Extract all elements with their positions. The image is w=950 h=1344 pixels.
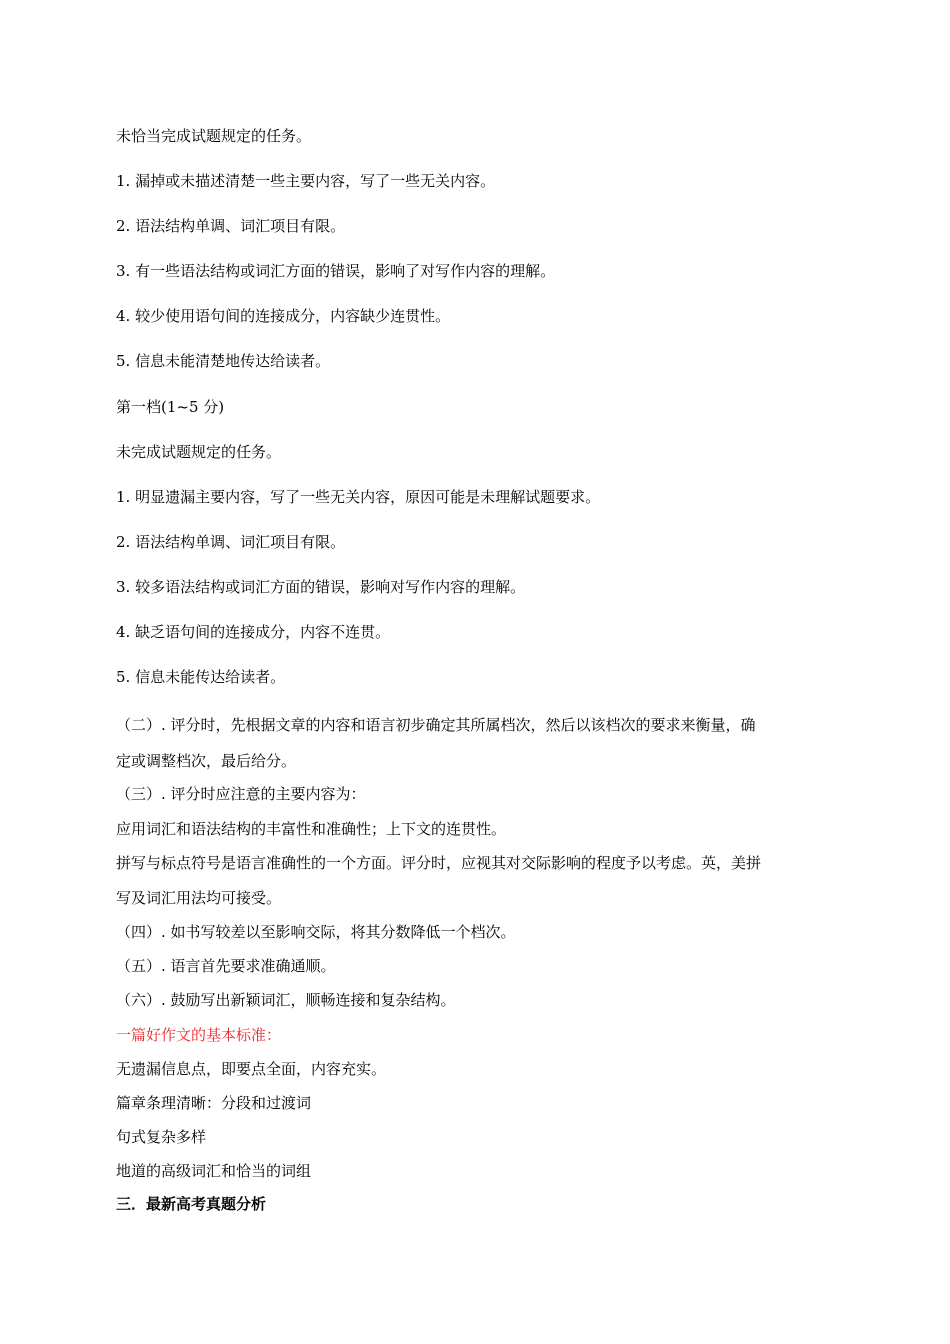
list-item: 1. 明显遗漏主要内容，写了一些无关内容，原因可能是未理解试题要求。 bbox=[116, 488, 601, 506]
body-line: 篇章条理清晰：分段和过渡词 bbox=[116, 1094, 312, 1112]
list-item: 2. 语法结构单调、词汇项目有限。 bbox=[116, 217, 346, 235]
body-line: 应用词汇和语法结构的丰富性和准确性；上下文的连贯性。 bbox=[116, 820, 507, 838]
rule-paragraph: （五）. 语言首先要求准确通顺。 bbox=[116, 957, 336, 975]
list-item: 3. 有一些语法结构或词汇方面的错误，影响了对写作内容的理解。 bbox=[116, 262, 556, 280]
body-line: 句式复杂多样 bbox=[116, 1128, 207, 1146]
rule-paragraph: （六）. 鼓励写出新颖词汇，顺畅连接和复杂结构。 bbox=[116, 991, 456, 1009]
section-heading: 三．最新高考真题分析 bbox=[116, 1195, 267, 1213]
good-essay-heading: 一篇好作文的基本标准： bbox=[116, 1026, 282, 1044]
rule-paragraph: （四）. 如书写较差以至影响交际，将其分数降低一个档次。 bbox=[116, 923, 516, 941]
list-item: 5. 信息未能传达给读者。 bbox=[116, 668, 286, 686]
list-item: 3. 较多语法结构或词汇方面的错误，影响对写作内容的理解。 bbox=[116, 578, 526, 596]
body-line: 地道的高级词汇和恰当的词组 bbox=[116, 1162, 312, 1180]
list-item: 2. 语法结构单调、词汇项目有限。 bbox=[116, 533, 346, 551]
intro-line: 未恰当完成试题规定的任务。 bbox=[116, 127, 312, 145]
rule-paragraph-cont: 定或调整档次，最后给分。 bbox=[116, 752, 297, 770]
body-line: 拼写与标点符号是语言准确性的一个方面。评分时，应视其对交际影响的程度予以考虑。英，美拼 bbox=[116, 854, 762, 872]
body-line: 无遗漏信息点，即要点全面，内容充实。 bbox=[116, 1060, 387, 1078]
list-item: 4. 较少使用语句间的连接成分，内容缺少连贯性。 bbox=[116, 307, 451, 325]
grade-heading: 第一档(1~5 分) bbox=[116, 398, 225, 416]
list-item: 1. 漏掉或未描述清楚一些主要内容，写了一些无关内容。 bbox=[116, 172, 496, 190]
body-line-cont: 写及词汇用法均可接受。 bbox=[116, 889, 282, 907]
intro-line: 未完成试题规定的任务。 bbox=[116, 443, 282, 461]
list-item: 5. 信息未能清楚地传达给读者。 bbox=[116, 352, 331, 370]
rule-paragraph: （二）. 评分时，先根据文章的内容和语言初步确定其所属档次，然后以该档次的要求来衡量，确 bbox=[116, 716, 756, 734]
rule-paragraph: （三）. 评分时应注意的主要内容为： bbox=[116, 785, 366, 803]
list-item: 4. 缺乏语句间的连接成分，内容不连贯。 bbox=[116, 623, 391, 641]
